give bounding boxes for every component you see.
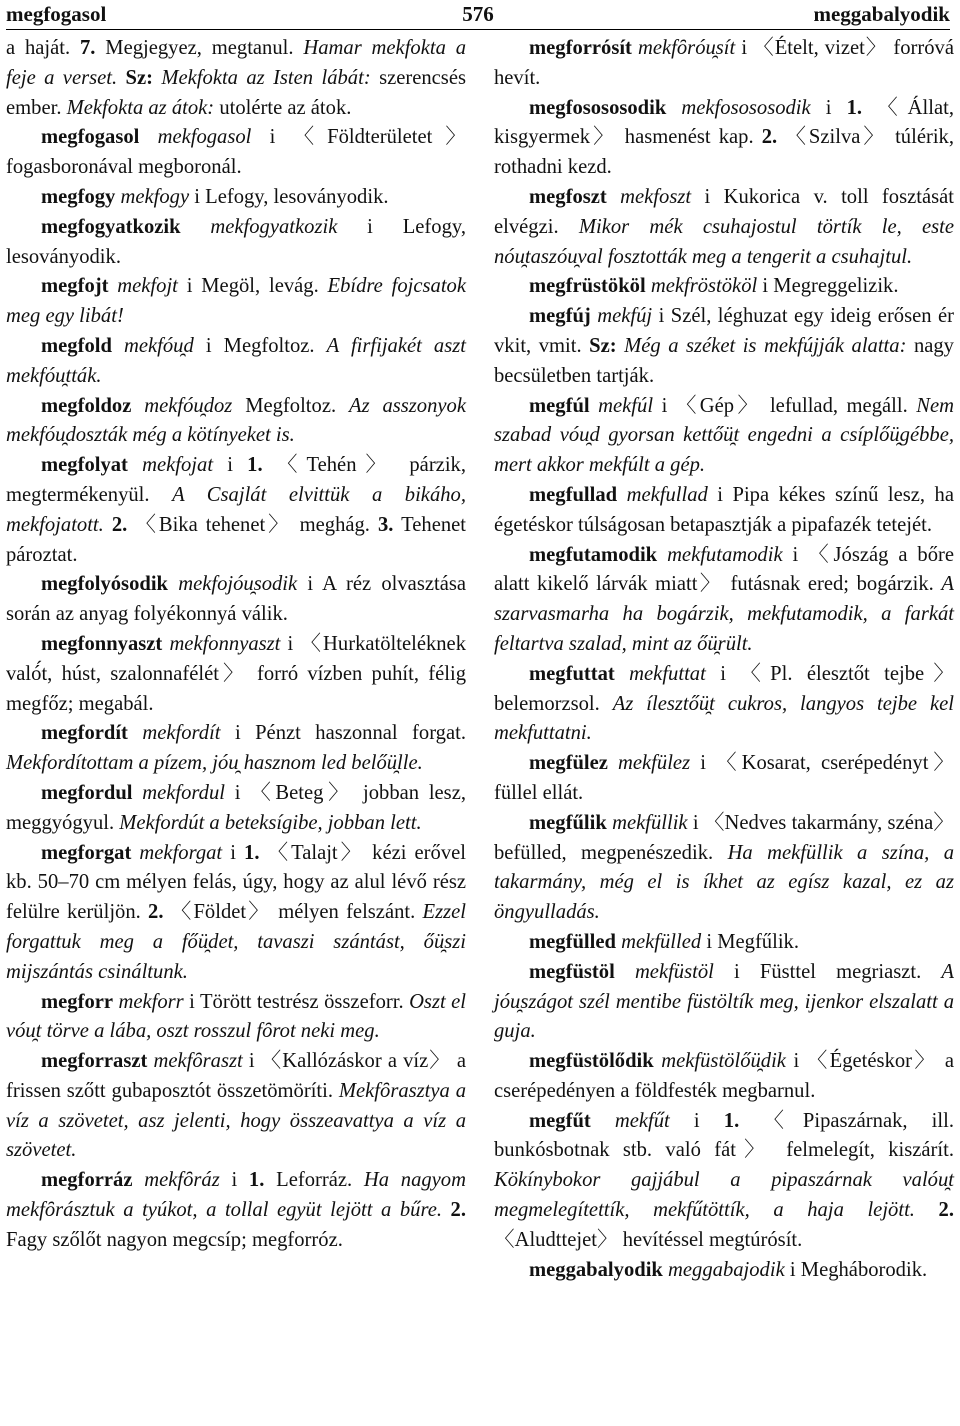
headword: megfoldoz	[41, 394, 132, 417]
entry-text: i Megöl, levág.	[177, 275, 328, 298]
entry-text: Fagy szőlőt nagyon megcsíp; megforróz.	[6, 1228, 343, 1251]
headword: megfutamodik	[529, 543, 658, 566]
entry-text: 〈Tehén〉 párzik, megtermékenyül.	[6, 454, 466, 506]
italic-text: Az ílesztőü̯t cukros, langyos tejbe kel mekfuttatni.	[494, 692, 954, 745]
headword: megfúl	[529, 394, 590, 417]
entry-text	[617, 484, 626, 506]
right-column-entry	[494, 541, 954, 660]
right-column-entry	[494, 481, 954, 541]
italic-text: mekfülled	[621, 930, 702, 953]
headword: megfullad	[529, 483, 618, 506]
italic-text: mekfuttat	[629, 662, 706, 685]
italic-text: mekfogyatkozik	[210, 215, 338, 238]
italic-text: A firfijakét aszt mekfóu̯tták.	[6, 334, 466, 387]
headword: megfűlik	[529, 811, 607, 834]
italic-text: mekfojóu̯sodik	[178, 573, 298, 596]
italic-text: mekfordul	[142, 781, 226, 804]
left-column-entry	[6, 183, 466, 213]
headword: megfogyatkozik	[41, 215, 181, 238]
italic-text: mekfogy	[120, 185, 190, 208]
headword: megforráz	[41, 1169, 133, 1192]
headword: megfrüstököl	[529, 275, 646, 298]
italic-text: mekfüstölőü̯dik	[661, 1050, 786, 1073]
right-column-entry	[494, 183, 954, 272]
italic-text: Ha mekfüllik a szína, a takarmány, még el is íkhet az egísz kazal, ez az öngyulladás.	[494, 841, 954, 924]
italic-text: mekfülez	[618, 752, 691, 775]
right-column-entry	[494, 272, 954, 302]
entry-text	[915, 1199, 939, 1221]
entry-text: i Megháborodik.	[784, 1258, 928, 1281]
right-column-entry	[494, 809, 954, 928]
headword: megfülled	[529, 930, 616, 953]
entry-text: i Pénzt haszonnal forgat.	[220, 722, 466, 745]
headword: 1.	[247, 454, 263, 477]
italic-text: Ha nagyom mekfȏrásztuk a tyúkot, a tollal együt lejött a bűre.	[6, 1169, 466, 1222]
right-column-entry	[494, 34, 954, 94]
headword: meggabalyodik	[529, 1258, 663, 1281]
entry-text: i 〈Égetéskor〉 a cserépedényen a földfesték megbarnul.	[494, 1050, 955, 1102]
entry-text	[615, 663, 629, 685]
entry-text: 〈Bika tehenet〉 meghág.	[127, 513, 378, 536]
italic-text: meggabajodik	[668, 1258, 785, 1281]
left-column-entry	[6, 213, 466, 273]
italic-text: Mekfokta az Isten lábát:	[161, 66, 371, 89]
entry-text: i Pipa kékes színű lesz, ha égetéskor túlságosan betapasztják a pipafazék tetejét.	[494, 483, 954, 536]
entry-text: i	[222, 841, 245, 864]
entry-text	[112, 335, 124, 357]
italic-text: mekfȏráz	[144, 1169, 220, 1192]
headword: megforraszt	[41, 1050, 148, 1073]
header-left-guide-word: megfogasol	[6, 2, 107, 26]
italic-text: mekfúj	[597, 305, 653, 328]
right-column-entry	[494, 749, 954, 809]
entry-text: i Kukorica v. toll fosztását elvégzi.	[494, 185, 954, 238]
entry-text: Tehenet pároztat.	[6, 513, 466, 566]
page-header	[6, 2, 950, 26]
italic-text: Nem szabad vóu̯d gyorsan kettőü̯t engedni a csíplőü̯gébbe, mert akkor mekfúlt a gép.	[494, 394, 954, 477]
entry-text: i	[219, 1169, 249, 1192]
left-column-entry	[6, 719, 466, 779]
entry-text	[657, 544, 667, 566]
headword: megfojt	[41, 275, 109, 298]
left-column-entry	[6, 392, 466, 452]
italic-text: Mekfordítottam a pízem, jóu̯ hasznom led belőü̯lle.	[6, 752, 423, 775]
italic-text: mekfoszt	[620, 185, 692, 208]
left-column-entry	[6, 1047, 466, 1166]
left-column-entry	[6, 988, 466, 1048]
entry-text: i 〈Beteg〉 jobban lesz, meggyógyul.	[6, 781, 466, 834]
headword: megfülez	[529, 752, 608, 775]
italic-text: Még a széket is mekfújják alatta:	[624, 334, 907, 357]
left-column-entry	[6, 34, 466, 123]
italic-text: Hamar mekfokta a feje a verset.	[6, 37, 467, 89]
right-column-entry	[494, 928, 954, 958]
italic-text: mekfonnyaszt	[169, 632, 281, 655]
italic-text: mekfúl	[598, 394, 654, 417]
italic-text: mekfüstöl	[634, 960, 714, 983]
italic-text: mekfutamodik	[667, 543, 783, 566]
headword: megfolyat	[41, 454, 128, 477]
headword: megfogy	[41, 185, 116, 208]
headword: Sz:	[589, 334, 617, 357]
left-column-entry	[6, 779, 466, 839]
entry-text	[615, 961, 635, 983]
entry-text: 〈Szilva〉 túlérik, rothadni kezd.	[494, 126, 954, 179]
italic-text: mekfordít	[142, 722, 221, 745]
header-right-guide-word: meggabalyodik	[813, 2, 950, 26]
entry-text: Leforráz.	[264, 1169, 364, 1192]
italic-text: mekfröstököl	[650, 275, 758, 298]
left-column-entry	[6, 1166, 466, 1255]
entry-text: 〈Talajt〉 kézi erővel kb. 50–70 cm mélyen felás, úgy, hogy az alul lévő rész felülre kerüljön.	[6, 841, 466, 924]
headword: megfordul	[41, 781, 133, 804]
italic-text: Mekfokta az átok:	[66, 96, 215, 119]
entry-text: i 〈Kallózáskor a víz〉 a frissen szőtt gubaposztót összetömöríti.	[6, 1050, 467, 1102]
headword: 2.	[111, 513, 128, 536]
right-column-entry	[494, 660, 954, 749]
headword: Sz:	[125, 66, 153, 89]
italic-text: Mikor mék csuhajostul törtík le, este nóu̯taszóu̯val fosztották meg a tengerit a csuhajtul.	[494, 215, 955, 268]
entry-text: i 〈Nedves takarmány, széna〉 befülled, megpenészedik.	[494, 811, 955, 864]
entry-text	[139, 126, 157, 148]
headword: megfűt	[529, 1109, 591, 1132]
headword: megfolyósodik	[41, 573, 169, 596]
headword: megforr	[41, 990, 114, 1013]
entry-text	[590, 395, 599, 417]
entry-text	[128, 454, 142, 476]
headword: 7.	[79, 37, 96, 59]
left-column	[6, 34, 466, 1256]
entry-text: i Megfűlik.	[701, 930, 799, 953]
italic-text: Mekfordút a beteksígibe, jobban lett.	[119, 811, 422, 834]
italic-text: A jóu̯szágot szél mentibe füstöltík meg, ijenkor elszalatt a guja.	[494, 960, 954, 1043]
entry-text: i 〈Jószág a bőre alatt kikelő lárvák miatt〉 futásnak ered; bogárzik.	[494, 543, 954, 596]
entry-text	[591, 1110, 615, 1132]
italic-text: Kökínybokor gajjábul a pipaszárnak valóu̯t megmelegítettík, mekfűtöttík, a haja lejött.	[494, 1169, 954, 1222]
left-column-entry	[6, 123, 466, 183]
headword: megfordít	[41, 722, 128, 745]
entry-text: utolérte az átok.	[214, 96, 352, 119]
entry-text: 〈Földet〉 mélyen felszánt.	[163, 901, 423, 924]
italic-text: mekfóu̯d	[124, 334, 194, 357]
left-column-entry	[6, 630, 466, 719]
right-column-entry	[494, 1047, 954, 1107]
headword: megforrósít	[529, 37, 632, 59]
entry-text	[666, 97, 681, 119]
entry-text: i 〈Földterületet〉 fogasboronával megboronál.	[6, 126, 467, 179]
italic-text: mekforr	[118, 990, 184, 1013]
headword: 1.	[846, 96, 863, 119]
headword: megfuttat	[529, 662, 615, 685]
entry-text: i 〈Pl. élesztőt tejbe〉 belemorzsol.	[494, 662, 954, 715]
right-column-entry	[494, 94, 954, 183]
entry-text: Megfoltoz.	[232, 394, 349, 417]
entry-text: i Törött testrész összeforr.	[183, 990, 410, 1013]
entry-text	[617, 335, 625, 357]
entry-text: i 〈Kosarat, cserépedényt〉 füllel ellát.	[494, 752, 954, 804]
italic-text: A Csajlát elvittük a bikáho, mekfojatott.	[6, 483, 466, 536]
headword: 2.	[450, 1199, 466, 1222]
italic-text: Oszt el vóu̯t törve a lába, oszt rosszul fȏrot neki meg.	[6, 990, 467, 1043]
entry-text	[607, 186, 620, 208]
headword: megforgat	[41, 841, 132, 864]
left-column-entry	[6, 839, 466, 988]
entry-text: i Megfoltoz.	[193, 334, 327, 357]
italic-text: Az asszonyok mekfóu̯doszták még a kötínyeket is.	[6, 394, 466, 447]
headword: 3.	[378, 513, 394, 536]
headword: megfosososodik	[529, 96, 667, 119]
entry-text	[131, 395, 144, 417]
headword: megfüstölődik	[529, 1050, 654, 1073]
entry-text	[168, 573, 178, 595]
right-column-entry	[494, 1107, 954, 1256]
italic-text: mekfüllik	[612, 811, 688, 834]
entry-text: i A réz olvasztása során az anyag folyékonnyá válik.	[6, 573, 466, 626]
entry-text	[128, 722, 142, 744]
right-column-entry	[494, 958, 954, 1047]
entry-text: Megjegyez, megtanul.	[95, 37, 304, 59]
italic-text: mekfojt	[117, 275, 178, 298]
left-column-entry	[6, 332, 466, 392]
headword: 1.	[244, 841, 260, 864]
headword: megfúj	[529, 305, 591, 328]
entry-text: i 〈Ételt, vizet〉 forróvá hevít.	[494, 37, 954, 89]
entry-text	[133, 782, 143, 804]
entry-text: 〈Állat, kisgyermek〉 hasmenést kap.	[494, 96, 954, 149]
italic-text: Ebídre fojcsatok meg egy libát!	[6, 275, 466, 328]
entry-text: szerencsés ember.	[6, 66, 466, 119]
italic-text: mekfogasol	[157, 126, 252, 149]
right-column-entry	[494, 1256, 954, 1286]
entry-text: 〈Aludttejet〉 hevítéssel megtúrósít.	[494, 1228, 803, 1251]
headword: 1.	[723, 1109, 740, 1132]
entry-text	[108, 275, 117, 297]
headword: megfonnyaszt	[41, 632, 163, 655]
italic-text: mekfullad	[626, 483, 708, 506]
italic-text: mekfȏróu̯sít	[638, 37, 736, 59]
entry-text: i 〈Hurkatölteléknek való́t, húst, szalonnafélét〉 forró vízben puhít, félig megfőz; megabál.	[6, 632, 466, 715]
header-rule	[6, 29, 950, 30]
left-column-entry	[6, 451, 466, 570]
italic-text: mekfosososodik	[681, 96, 811, 119]
entry-text: i	[810, 96, 847, 119]
entry-text	[181, 216, 211, 238]
entry-text: i Megreggelizik.	[757, 275, 899, 298]
entry-text	[132, 1169, 144, 1191]
entry-text	[442, 1199, 451, 1221]
entry-text: i Lefogy, lesoványodik.	[189, 185, 389, 208]
italic-text: mekfojat	[142, 454, 214, 477]
italic-text: Ezzel forgattuk meg a főü̯det, tavaszi szántást, őü̯szi mijszántás csináltunk.	[6, 901, 466, 983]
headword: megfogasol	[41, 126, 140, 149]
left-column-entry	[6, 272, 466, 332]
entry-text: i 〈Gép〉 lefullad, megáll.	[653, 394, 917, 417]
italic-text: A szarvasmarha ha bogárzik, mekfutamodik, a farkát feltartva szalad, mint az őü̯rült.	[494, 573, 954, 655]
entry-text: i	[669, 1109, 724, 1132]
headword: 1.	[248, 1169, 265, 1192]
italic-text: mekfȏraszt	[153, 1050, 243, 1073]
italic-text: mekforgat	[139, 841, 223, 864]
entry-text: i Szél, léghuzat egy ideig erősen ér vkit, vmit.	[494, 305, 954, 357]
headword: 2.	[938, 1199, 954, 1222]
entry-text	[608, 752, 618, 774]
entry-text	[104, 514, 112, 536]
left-column-entry	[6, 570, 466, 630]
headword: 2.	[761, 126, 778, 149]
right-column-entry	[494, 302, 954, 391]
italic-text: Mekfȏrasztya a víz a szövetet, asz jelenti, hogy összeavattya a víz a szövetet.	[6, 1079, 466, 1162]
entry-text: nagy becsületben tartják.	[494, 334, 954, 387]
headword: megfoszt	[529, 185, 607, 208]
entry-text: i Füsttel megriaszt.	[713, 960, 942, 983]
page-number: 576	[462, 2, 494, 26]
entry-text: a haját.	[6, 37, 80, 59]
headword: 2.	[148, 901, 164, 924]
italic-text: mekfóu̯doz	[144, 394, 233, 417]
right-column-entry	[494, 392, 954, 481]
headword: megfüstöl	[529, 960, 615, 983]
entry-text: 〈Pipaszárnak, ill. bunkósbotnak stb. való fát〉 felmelegít, kiszárít.	[494, 1109, 954, 1162]
right-column	[494, 34, 954, 1285]
headword: megfold	[41, 334, 112, 357]
entry-text: i Lefogy, lesoványodik.	[6, 215, 466, 268]
entry-text: i	[213, 454, 248, 477]
italic-text: mekfűt	[614, 1109, 670, 1132]
